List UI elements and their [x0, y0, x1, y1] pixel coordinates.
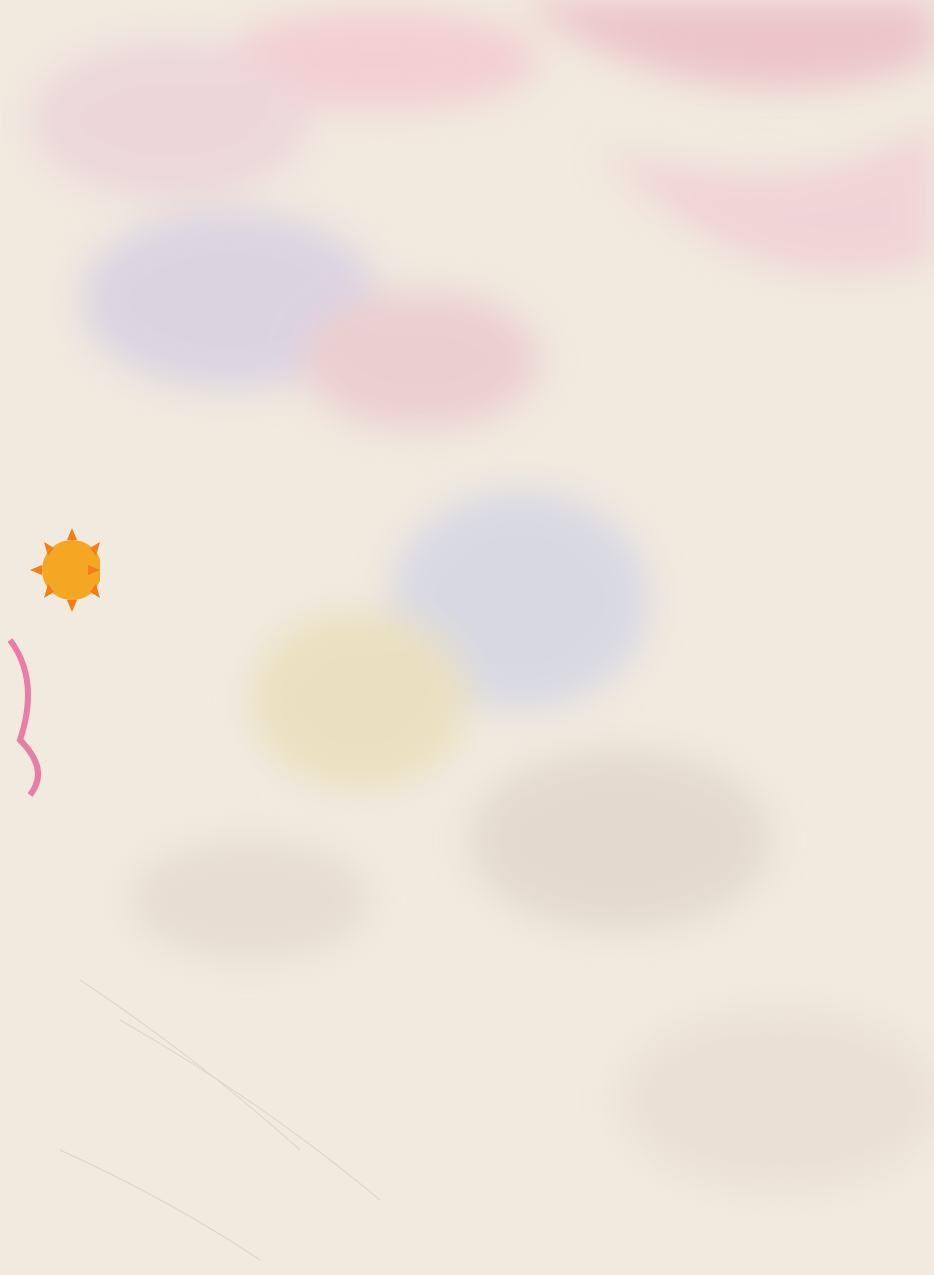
article-column-right [506, 55, 874, 59]
page-number [52, 548, 96, 592]
article-column-left [112, 55, 484, 59]
